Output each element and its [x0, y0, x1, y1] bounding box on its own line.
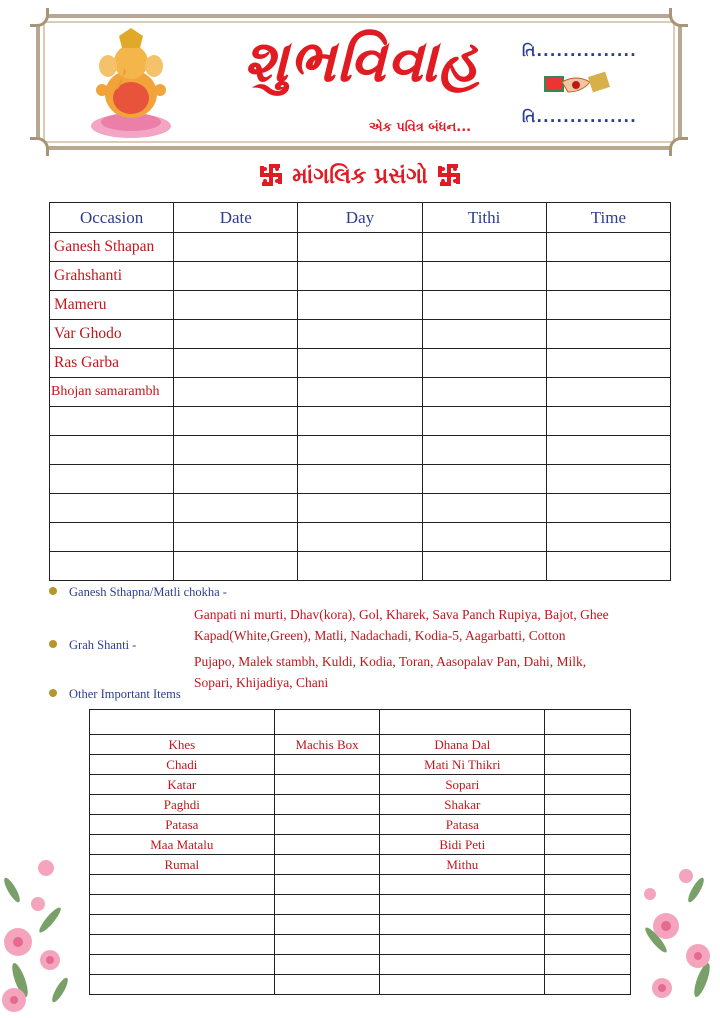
section-title — [0, 162, 720, 189]
day-cell[interactable] — [298, 552, 422, 581]
item-cell[interactable] — [90, 710, 275, 735]
flower-decoration-icon — [0, 850, 82, 1018]
occasion-cell: Mameru — [50, 291, 174, 320]
item-cell: Bidi Peti — [380, 835, 545, 855]
item-cell: Katar — [90, 775, 275, 795]
date-cell[interactable] — [174, 407, 298, 436]
flower-decoration-icon — [636, 860, 720, 1018]
tithi-cell[interactable] — [422, 349, 546, 378]
item-cell[interactable] — [545, 815, 631, 835]
day-cell[interactable] — [298, 436, 422, 465]
item-cell[interactable] — [380, 710, 545, 735]
grah-label: Grah Shanti - — [69, 638, 137, 652]
item-cell[interactable] — [274, 955, 380, 975]
item-cell[interactable] — [274, 935, 380, 955]
item-cell: Rumal — [90, 855, 275, 875]
table-row — [90, 935, 631, 955]
table-row — [90, 755, 631, 775]
occasion-table — [49, 202, 671, 581]
time-cell[interactable] — [546, 233, 670, 262]
table-row — [50, 494, 671, 523]
tithi-cell[interactable] — [422, 407, 546, 436]
day-cell[interactable] — [298, 320, 422, 349]
table-row — [90, 875, 631, 895]
item-cell[interactable] — [545, 875, 631, 895]
item-cell[interactable] — [545, 835, 631, 855]
item-cell[interactable] — [274, 855, 380, 875]
item-cell[interactable] — [274, 775, 380, 795]
tithi-cell[interactable] — [422, 465, 546, 494]
item-cell[interactable] — [545, 855, 631, 875]
day-cell[interactable] — [298, 262, 422, 291]
time-cell[interactable] — [546, 262, 670, 291]
header-frame — [36, 14, 682, 150]
item-cell[interactable] — [274, 915, 380, 935]
header-time: Time — [546, 203, 670, 233]
date-cell[interactable] — [174, 523, 298, 552]
day-cell[interactable] — [298, 494, 422, 523]
grah-note — [49, 638, 136, 653]
grah-items-line-1: Pujapo, Malek stambh, Kuldi, Kodia, Toran, Aasopalav Pan, Dahi, Milk, — [194, 654, 587, 669]
date-cell[interactable] — [174, 494, 298, 523]
date-cell[interactable] — [174, 291, 298, 320]
item-cell: Chadi — [90, 755, 275, 775]
occasion-cell: Bhojan samarambh — [50, 378, 174, 407]
date-cell[interactable] — [174, 349, 298, 378]
table-row — [50, 552, 671, 581]
ganesh-items-line-1: Ganpati ni murti, Dhav(kora), Gol, Kharek, Sava Panch Rupiya, Bajot, Ghee — [194, 607, 609, 622]
time-cell[interactable] — [546, 407, 670, 436]
item-cell: Mithu — [380, 855, 545, 875]
tithi-cell[interactable] — [422, 291, 546, 320]
table-row — [90, 915, 631, 935]
occasion-cell[interactable] — [50, 465, 174, 494]
item-cell[interactable] — [274, 875, 380, 895]
table-row — [90, 735, 631, 755]
grah-items-line-2: Sopari, Khijadiya, Chani — [194, 675, 329, 690]
item-cell[interactable] — [545, 775, 631, 795]
occasion-cell[interactable] — [50, 407, 174, 436]
item-cell[interactable] — [380, 875, 545, 895]
table-row — [50, 523, 671, 552]
item-cell[interactable] — [545, 915, 631, 935]
item-cell[interactable] — [380, 915, 545, 935]
day-cell[interactable] — [298, 407, 422, 436]
occasion-cell[interactable] — [50, 523, 174, 552]
day-cell[interactable] — [298, 349, 422, 378]
date-cell[interactable] — [174, 320, 298, 349]
tithi-cell[interactable] — [422, 320, 546, 349]
date-cell[interactable] — [174, 262, 298, 291]
item-cell[interactable] — [545, 955, 631, 975]
table-row — [90, 975, 631, 995]
section-title-text: માંગલિક પ્રસંગો — [292, 164, 428, 189]
item-cell: Machis Box — [274, 735, 380, 755]
occasion-cell[interactable] — [50, 552, 174, 581]
date-cell[interactable] — [174, 552, 298, 581]
table-row — [90, 815, 631, 835]
item-cell: Paghdi — [90, 795, 275, 815]
occasion-cell: Var Ghodo — [50, 320, 174, 349]
ganesh-note — [49, 585, 227, 600]
tithi-cell[interactable] — [422, 494, 546, 523]
item-cell[interactable] — [545, 975, 631, 995]
item-cell[interactable] — [545, 710, 631, 735]
logo-title: શુભવિવાહ — [243, 27, 481, 95]
item-cell[interactable] — [90, 975, 275, 995]
item-cell[interactable] — [274, 710, 380, 735]
time-cell[interactable] — [546, 349, 670, 378]
table-row — [50, 378, 671, 407]
item-cell: Sopari — [380, 775, 545, 795]
item-cell[interactable] — [90, 935, 275, 955]
item-cell[interactable] — [274, 795, 380, 815]
table-row — [50, 233, 671, 262]
tithi-cell[interactable] — [422, 552, 546, 581]
date-cell[interactable] — [174, 378, 298, 407]
item-cell[interactable] — [545, 755, 631, 775]
item-cell[interactable] — [90, 895, 275, 915]
day-cell[interactable] — [298, 233, 422, 262]
other-label: Other Important Items — [69, 687, 181, 701]
header-tithi: Tithi — [422, 203, 546, 233]
table-row — [50, 262, 671, 291]
item-cell: Patasa — [90, 815, 275, 835]
other-note — [49, 687, 181, 702]
date-cell[interactable] — [174, 436, 298, 465]
tithi-cell[interactable] — [422, 262, 546, 291]
tithi-cell[interactable] — [422, 523, 546, 552]
item-cell: Maa Matalu — [90, 835, 275, 855]
day-cell[interactable] — [298, 378, 422, 407]
tithi-cell[interactable] — [422, 436, 546, 465]
table-row — [90, 955, 631, 975]
item-cell[interactable] — [90, 875, 275, 895]
occasion-cell[interactable] — [50, 494, 174, 523]
swastika-icon — [436, 162, 462, 188]
header-day: Day — [298, 203, 422, 233]
table-row — [50, 320, 671, 349]
time-cell[interactable] — [546, 523, 670, 552]
table-row — [90, 775, 631, 795]
item-cell[interactable] — [380, 955, 545, 975]
item-cell[interactable] — [380, 935, 545, 955]
item-cell[interactable] — [380, 975, 545, 995]
table-row — [50, 349, 671, 378]
day-cell[interactable] — [298, 523, 422, 552]
item-cell[interactable] — [274, 835, 380, 855]
item-cell: Khes — [90, 735, 275, 755]
date-cell[interactable] — [174, 233, 298, 262]
swastika-icon — [258, 162, 284, 188]
time-cell[interactable] — [546, 320, 670, 349]
bullet-dot — [49, 689, 57, 697]
table-row — [90, 855, 631, 875]
tithi-cell[interactable] — [422, 378, 546, 407]
item-cell: Patasa — [380, 815, 545, 835]
joined-hands-icon — [542, 70, 612, 102]
item-cell[interactable] — [90, 915, 275, 935]
day-cell[interactable] — [298, 465, 422, 494]
table-row — [90, 710, 631, 735]
time-cell[interactable] — [546, 494, 670, 523]
ganesh-label: Ganesh Sthapna/Matli chokha - — [69, 585, 227, 599]
item-cell: Mati Ni Thikri — [380, 755, 545, 775]
date-cell[interactable] — [174, 465, 298, 494]
table-row — [50, 465, 671, 494]
tithi-cell[interactable] — [422, 233, 546, 262]
items-table — [89, 709, 631, 995]
occasion-cell[interactable] — [50, 436, 174, 465]
item-cell[interactable] — [274, 895, 380, 915]
item-cell: Dhana Dal — [380, 735, 545, 755]
occasion-cell: Ras Garba — [50, 349, 174, 378]
table-header-row — [50, 203, 671, 233]
table-row — [50, 291, 671, 320]
table-row — [50, 436, 671, 465]
header-occasion: Occasion — [50, 203, 174, 233]
time-cell[interactable] — [546, 291, 670, 320]
item-cell[interactable] — [274, 975, 380, 995]
occasion-cell: Ganesh Sthapan — [50, 233, 174, 262]
time-cell[interactable] — [546, 552, 670, 581]
bullet-dot — [49, 640, 57, 648]
time-cell[interactable] — [546, 378, 670, 407]
item-cell[interactable] — [545, 935, 631, 955]
table-row — [50, 407, 671, 436]
date-line-2: તિ............... — [522, 108, 637, 126]
table-row — [90, 895, 631, 915]
item-cell[interactable] — [545, 735, 631, 755]
date-line-1: તિ............... — [522, 42, 637, 60]
item-cell[interactable] — [545, 795, 631, 815]
logo-subtitle: એક પવિત્ર બંધન... — [368, 120, 472, 135]
day-cell[interactable] — [298, 291, 422, 320]
header-date: Date — [174, 203, 298, 233]
item-cell[interactable] — [274, 755, 380, 775]
time-cell[interactable] — [546, 465, 670, 494]
table-row — [90, 835, 631, 855]
table-row — [90, 795, 631, 815]
item-cell: Shakar — [380, 795, 545, 815]
item-cell[interactable] — [90, 955, 275, 975]
item-cell[interactable] — [545, 895, 631, 915]
ganesh-icon — [86, 28, 176, 140]
occasion-cell: Grahshanti — [50, 262, 174, 291]
time-cell[interactable] — [546, 436, 670, 465]
bullet-dot — [49, 587, 57, 595]
item-cell[interactable] — [274, 815, 380, 835]
ganesh-items-line-2: Kapad(White,Green), Matli, Nadachadi, Kodia-5, Aagarbatti, Cotton — [194, 628, 566, 643]
item-cell[interactable] — [380, 895, 545, 915]
